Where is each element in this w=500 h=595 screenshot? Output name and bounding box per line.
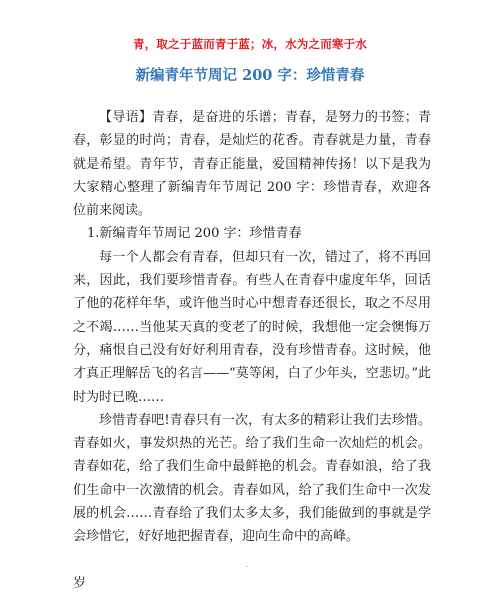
page-bottom-edge: [0, 549, 500, 566]
body-paragraph-1: 每一个人都会有青春，但却只有一次，错过了，将不再回来，因此，我们要珍惜青春。有些人在青春中虚度年华，回话了他的花样年华，或许他当时心中想青春还很长，取之不尽用之不竭……当他某天真的变老了的时候，我想他一定会懊悔万分，痛恨自己没有好好利用青春，没有珍惜青春。这时候，他才真正理解岳飞的名言——“莫等闲，白了少年头，空悲切。”此时为时已晚……: [73, 249, 431, 405]
section-heading: 1.新编青年节周记 200 字：珍惜青春: [87, 226, 302, 242]
article-body: [73, 106, 431, 595]
header-slogan: 青，取之于蓝而青于蓝；冰，水为之而寒于水: [133, 37, 367, 51]
intro-paragraph: 【导语】青春，是奋进的乐谱；青春，是努力的书签；青春，彰显的时尚；青春，是灿烂的花香。青春就是力量，青春就是希望。青年节，青春正能量，爱国精神传扬！以下是我为大家精心整理了新编青年节周记 200 字：珍惜青春，欢迎各位前来阅读。: [73, 110, 431, 219]
page-title: 新编青年节周记 200 字：珍惜青春: [135, 67, 365, 84]
body-paragraph-3: 岁: [73, 575, 87, 591]
body-paragraph-2: 珍惜青春吧!青春只有一次，有太多的精彩让我们去珍惜。青春如火，事发炽热的光芒。给了我们生命一次灿烂的机会。青春如花，给了我们生命中最鲜艳的机会。青春如浪，给了我们生命中一次激情的机会。青春如风，给了我们生命中一次发展的机会……青春给了我们太多太多，我们能做到的事就是学会珍惜它，好好地把握青春，迎向生命中的高峰。: [73, 412, 431, 545]
